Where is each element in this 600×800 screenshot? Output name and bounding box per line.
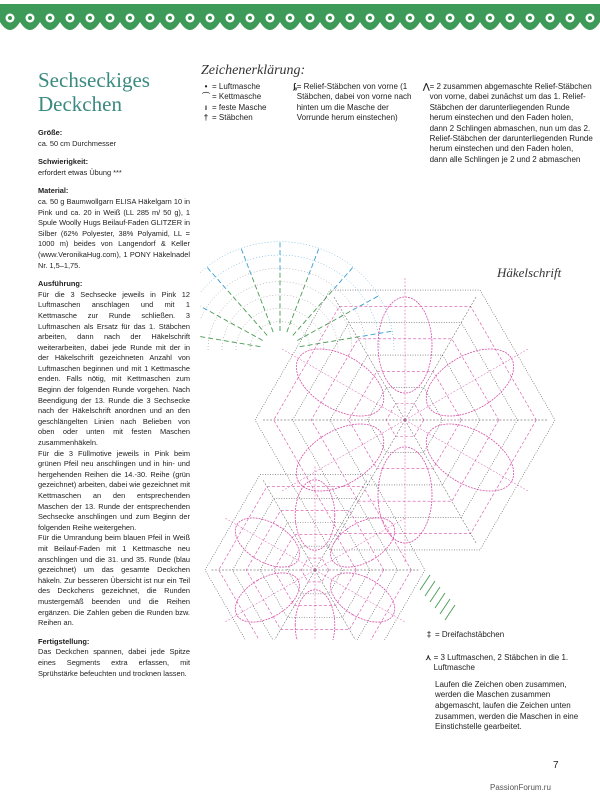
legend-column-1 [200,82,300,124]
instructions-para-3: Für die Umrandung beim blauen Pfeil in Weiß mit Beilauf-Faden mit 1 Kettmasche neu anschlingen und die 31. und 35. Runde (blau gezeichnet) um das gesamte Deckchen häkeln. Zur besseren Übersicht ist nur ein Teil des Deckchens gezeichnet, die Runden mustergemäß beenden und die Reihen ergänzen. Die Zahlen geben die Runden bzw. Reihen an. [38,533,190,628]
treble-crochet-icon: ‡ [426,630,432,639]
legend-note: Laufen die Zeichen oben zusammen, werden die Maschen zusammen abgemascht, laufen die Zeichen unten zusammen, werden die Maschen in eine Einstichstelle gearbeitet. [435,679,579,732]
finishing-text: Das Deckchen spannen, dabei jede Spitze eines Segments extra erfassen, mit Sprühstärke befeuchten und trocknen lassen. [38,647,190,678]
chain-stitch-icon: • [204,82,208,91]
cluster-icon: ⋏ [425,652,432,662]
instructions-column [38,68,190,679]
footer-watermark: PassionForum.ru [490,783,551,792]
finishing-heading: Fertigstellung: [38,636,90,646]
crochet-chart [200,120,560,645]
material-text: ca. 50 g Baumwollgarn ELISA Häkelgarn 10 in Pink und ca. 20 in Weiß (LL 285 m/ 50 g), 1 Spule Woolly Hugs Beilauf-Faden GLITZER in Silber (62% Polyester, 38% Polyamid, LL = 1000 m) beides von Langendorf & Keller (www.VeronikaHug.com), 1 PONY Häkelnadel Nr. 1,5–1,75. [38,196,190,270]
instructions-para-2: Für die 3 Füllmotive jeweils in Pink beim grünen Pfeil neu anschlingen und in hin- und hergehenden Reihen die 14.-30. Reihe (grün gezeichnet) arbeiten, dabei wie gezeichnet mit Kettmaschen an den entsprechenden Maschen der 13. Runde der entsprechenden Sechsecke anschlingen und zum Beginn der folgenden Reihe weitergehen. [38,448,191,532]
difficulty-heading: Schwierigkeit: [38,157,89,167]
crochet-chart-graphic [200,120,560,640]
size-heading: Größe: [38,128,63,137]
front-post-dec-text: = 2 zusammen abgemaschte Relief-Stäbchen von vorne, dabei zunächst um das 1. Relief-Stäbchen der darunterliegenden Runde herum einstechen und den Faden holen, dann 2 Schlingen abmaschen, nun um das 2. Relief-Stäbchen der darunterliegenden Runde herum einstechen und den Faden holen, dann alle Schlingen je 2 und 2 abmaschen [429,82,593,164]
size-text: ca. 50 cm Durchmesser [38,138,117,148]
decorative-top-border [0,0,600,42]
legend-title: Zeichenerklärung: [201,63,306,78]
single-crochet-icon: ı [204,102,208,112]
double-crochet-icon: † [203,113,209,123]
page-number: 7 [553,760,559,771]
scallop-border [0,4,600,40]
bottom-legend [423,630,591,733]
page-title [38,68,190,116]
legend-item: ⋏ = 3 Luftmaschen, 2 Stäbchen in die 1. Luftmasche [423,653,591,674]
difficulty-text: erfordert etwas Übung *** [38,167,122,177]
slip-stitch-icon: ⌒ [202,92,210,102]
front-post-stitch-icon: ᶋ [293,82,297,91]
instructions-heading: Ausführung: [38,279,83,289]
front-post-stitch-text: = Relief-Stäbchen von vorne (1 Stäbchen, dabei von vorne nach hinten um die Masche der Vorrunde herum einstechen) [296,82,412,123]
legend-item: † = Stäbchen [200,113,300,123]
legend-column-2 [293,82,421,124]
instructions-para-1: Für die 3 Sechsecke jeweils in Pink 12 Luftmaschen anschlagen und mit 1 Kettmasche zur Runde schließen. 3 Luftmaschen als Ersatz für das 1. Stäbchen arbeiten, dann nach der Häkelschrift weiterarbeiten, dabei jede Runde mit der in der Häkelschrift gezeichneten Anzahl von Luftmaschen beginnen und mit 1 Kettmasche enden. Falls nötig, mit Kettmaschen zum Beginn der folgenden Runde vorgehen. Nach Beendigung der 13. Runde die 3 Sechsecke nach der Häkelschrift anordnen und an den geschlängelten Linien nach Belieben von oben oder unten mit festen Maschen zusammenhäkeln. [38,289,190,448]
front-post-dec-icon: ⋀ [423,82,430,91]
legend-item: ⌒ = Kettmasche [202,92,262,102]
title-line-2: Deckchen [38,92,122,116]
legend-item: • = Luftmasche [200,82,300,92]
title-line-1: Sechseckiges [38,68,150,92]
material-heading: Material: [38,186,69,196]
legend-item: ‡ = Dreifachstäbchen [423,630,591,641]
crochet-chart-label: Häkelschrift [497,265,562,280]
legend-item: ı = feste Masche [200,103,300,113]
